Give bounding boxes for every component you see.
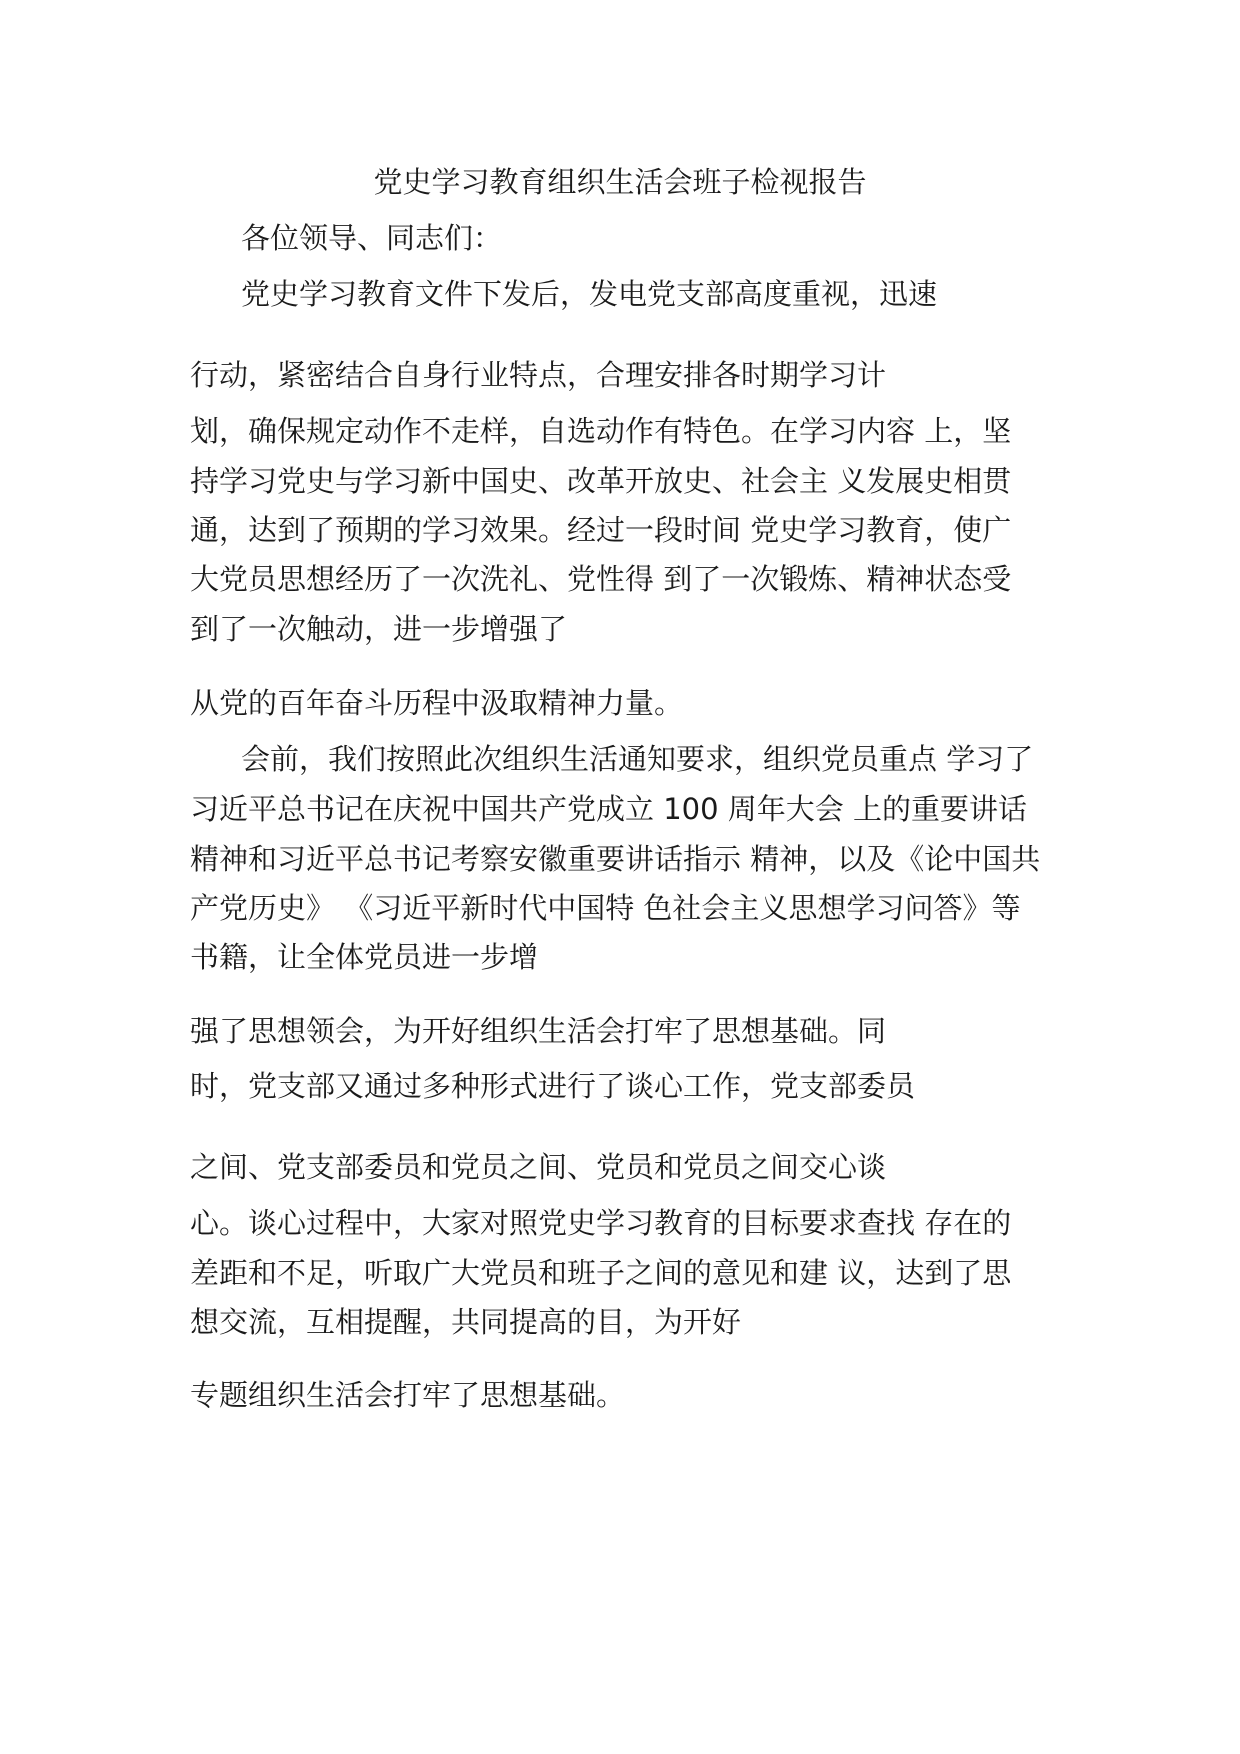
- text-line: 划，确保规定动作不走样，自选动作有特色。在学习内容 上，坚: [190, 414, 1012, 448]
- text-line: 专题组织生活会打牢了思想基础。: [190, 1378, 626, 1412]
- text-line: 产党历史》 《习近平新时代中国特 色社会主义思想学习问答》等: [190, 891, 1021, 925]
- text-line: 想交流，互相提醒，共同提高的目，为开好: [190, 1305, 742, 1339]
- text-line: 从党的百年奋斗历程中汲取精神力量。: [190, 686, 684, 720]
- text-line: 时，党支部又通过多种形式进行了谈心工作，党支部委员: [190, 1069, 916, 1103]
- text-line: 差距和不足，听取广大党员和班子之间的意见和建 议，达到了思: [190, 1256, 1012, 1290]
- text-line: 通，达到了预期的学习效果。经过一段时间 党史学习教育，使广: [190, 513, 1012, 547]
- text-line: 持学习党史与学习新中国史、改革开放史、社会主 义发展史相贯: [190, 464, 1012, 498]
- text-line: 心。谈心过程中，大家对照党史学习教育的目标要求查找 存在的: [190, 1206, 1012, 1240]
- text-line: 党史学习教育文件下发后，发电党支部高度重视，迅速: [241, 277, 938, 311]
- text-line: 精神和习近平总书记考察安徽重要讲话指示 精神，以及《论中国共: [190, 842, 1041, 876]
- text-line: 大党员思想经历了一次洗礼、党性得 到了一次锻炼、精神状态受: [190, 562, 1012, 596]
- text-line: 之间、党支部委员和党员之间、党员和党员之间交心谈: [190, 1150, 887, 1184]
- text-line: 行动，紧密结合自身行业特点，合理安排各时期学习计: [190, 358, 887, 392]
- text-line: 书籍，让全体党员进一步增: [190, 940, 539, 974]
- text-line: 到了一次触动，进一步增强了: [190, 612, 568, 646]
- text-line: 强了思想领会，为开好组织生活会打牢了思想基础。同: [190, 1014, 887, 1048]
- text-line: 会前，我们按照此次组织生活通知要求，组织党员重点 学习了: [241, 742, 1034, 776]
- text-line-salutation: 各位领导、同志们：: [241, 221, 503, 255]
- text-line: 习近平总书记在庆祝中国共产党成立 100 周年大会 上的重要讲话: [190, 792, 1028, 826]
- document-title: 党史学习教育组织生活会班子检视报告: [373, 165, 867, 199]
